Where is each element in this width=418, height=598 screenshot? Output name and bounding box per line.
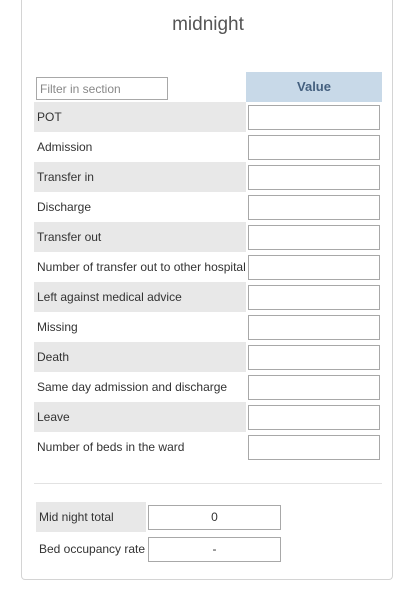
- admission-value-input[interactable]: [248, 135, 380, 160]
- table-row: [34, 222, 382, 252]
- row-label-transfer-out: Transfer out: [34, 222, 246, 252]
- table-row: [34, 402, 382, 432]
- table-row: [34, 132, 382, 162]
- beds-in-ward-value-input[interactable]: [248, 435, 380, 460]
- row-label-death: Death: [34, 342, 246, 372]
- filter-in-section-input[interactable]: [36, 77, 168, 100]
- row-label-transfer-out-other-hospital: Number of transfer out to other hospital: [37, 260, 246, 274]
- section-divider: [34, 483, 382, 484]
- row-label-discharge: Discharge: [37, 200, 92, 214]
- midnight-section-panel: [21, 0, 393, 580]
- bed-occupancy-rate-label: Bed occupancy rate: [39, 542, 146, 556]
- bed-occupancy-rate-value: -: [148, 537, 281, 562]
- death-value-input[interactable]: [248, 345, 380, 370]
- row-label-same-day-admission-discharge: Same day admission and discharge: [37, 380, 228, 394]
- table-row: [34, 312, 382, 342]
- same-day-admission-discharge-value-input[interactable]: [248, 375, 380, 400]
- table-row: [34, 372, 382, 402]
- transfer-out-other-hospital-value-input[interactable]: [248, 255, 380, 280]
- row-label-admission: Admission: [37, 140, 93, 154]
- table-row: [34, 102, 382, 132]
- table-row: [34, 162, 382, 192]
- table-row: [34, 432, 382, 462]
- census-rows: [34, 102, 382, 462]
- transfer-out-value-input[interactable]: [248, 225, 380, 250]
- row-label-transfer-in: Transfer in: [34, 162, 246, 192]
- row-label-left-against-medical-advice: Left against medical advice: [34, 282, 246, 312]
- leave-value-input[interactable]: [248, 405, 380, 430]
- table-row: [34, 192, 382, 222]
- row-label-pot: POT: [34, 102, 246, 132]
- table-row: [34, 252, 382, 282]
- value-column-header: Value: [246, 72, 382, 102]
- section-title: midnight: [172, 14, 244, 35]
- left-against-medical-advice-value-input[interactable]: [248, 285, 380, 310]
- discharge-value-input[interactable]: [248, 195, 380, 220]
- row-label-missing: Missing: [37, 320, 78, 334]
- row-label-leave: Leave: [34, 402, 246, 432]
- table-row: [34, 282, 382, 312]
- pot-value-input[interactable]: [248, 105, 380, 130]
- transfer-in-value-input[interactable]: [248, 165, 380, 190]
- midnight-total-value: 0: [148, 505, 281, 530]
- row-label-beds-in-ward: Number of beds in the ward: [37, 440, 185, 454]
- table-row: [34, 342, 382, 372]
- midnight-total-label: Mid night total: [36, 502, 146, 532]
- missing-value-input[interactable]: [248, 315, 380, 340]
